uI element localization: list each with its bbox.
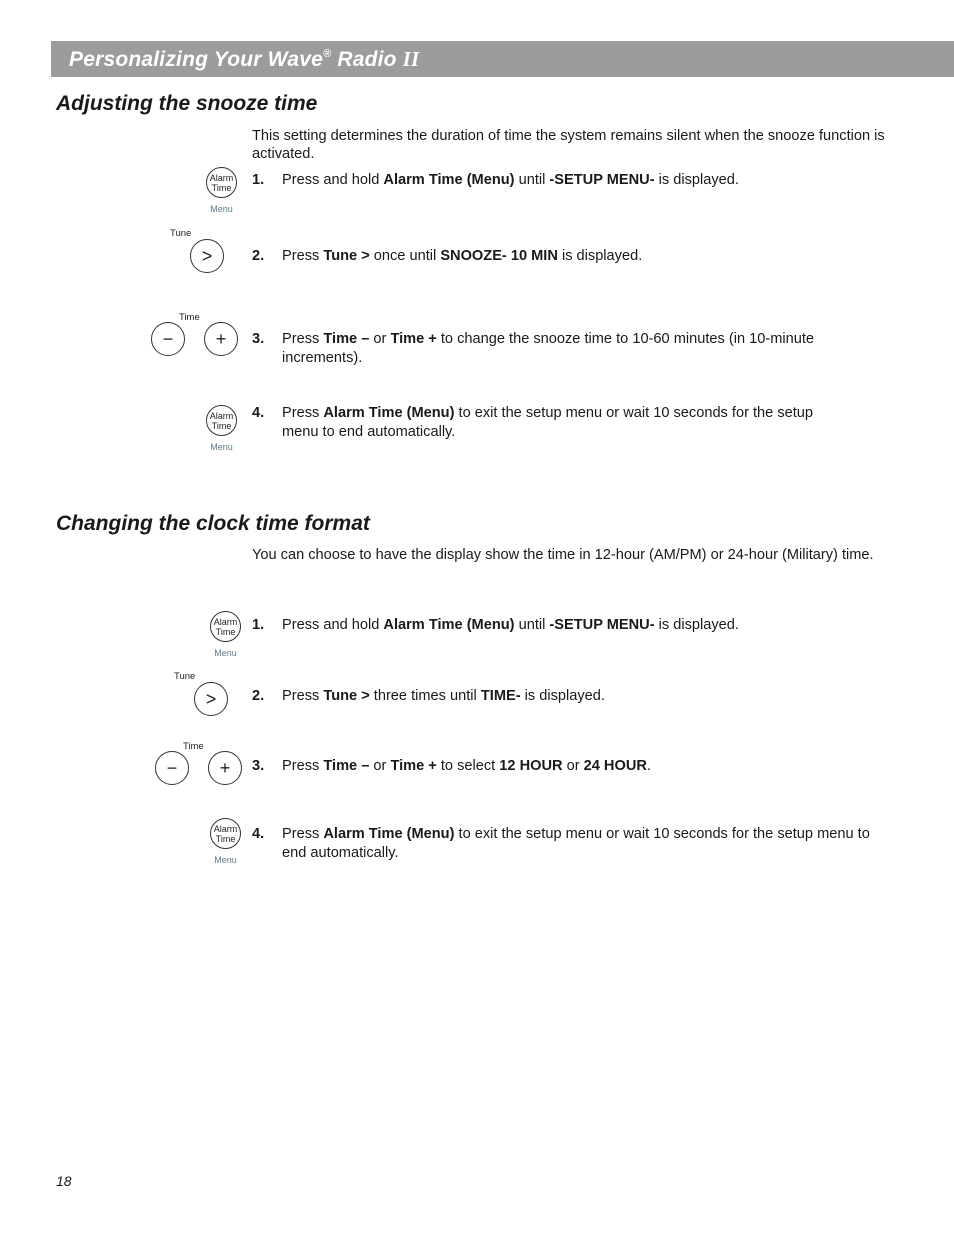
tune-button-icon: Tune > (170, 228, 230, 278)
intro-clock-format: You can choose to have the display show the time in 12-hour (AM/PM) or 24-hour (Military) time. (252, 547, 874, 563)
heading-clock-format: Changing the clock time format (56, 512, 370, 535)
page-number: 18 (56, 1173, 72, 1189)
heading-snooze: Adjusting the snooze time (56, 92, 318, 115)
alarm-time-menu-button-icon: Alarm Time Menu (207, 611, 247, 663)
tune-button-icon: Tune > (174, 671, 234, 721)
time-plus-icon: + (208, 751, 242, 785)
time-buttons-icon: Time − + (155, 741, 245, 787)
time-minus-icon: − (155, 751, 189, 785)
time-plus-icon: + (204, 322, 238, 356)
alarm-time-menu-button-icon: Alarm Time Menu (203, 167, 243, 219)
intro-snooze: This setting determines the duration of time the system remains silent when the snooze function is activated. (252, 128, 885, 162)
alarm-time-menu-button-icon: Alarm Time Menu (207, 818, 247, 870)
section-banner (51, 41, 954, 77)
time-minus-icon: − (151, 322, 185, 356)
alarm-time-menu-button-icon: Alarm Time Menu (203, 405, 243, 457)
banner-title: Personalizing Your Wave® Radio II (69, 46, 420, 71)
time-buttons-icon: Time − + (151, 312, 241, 358)
